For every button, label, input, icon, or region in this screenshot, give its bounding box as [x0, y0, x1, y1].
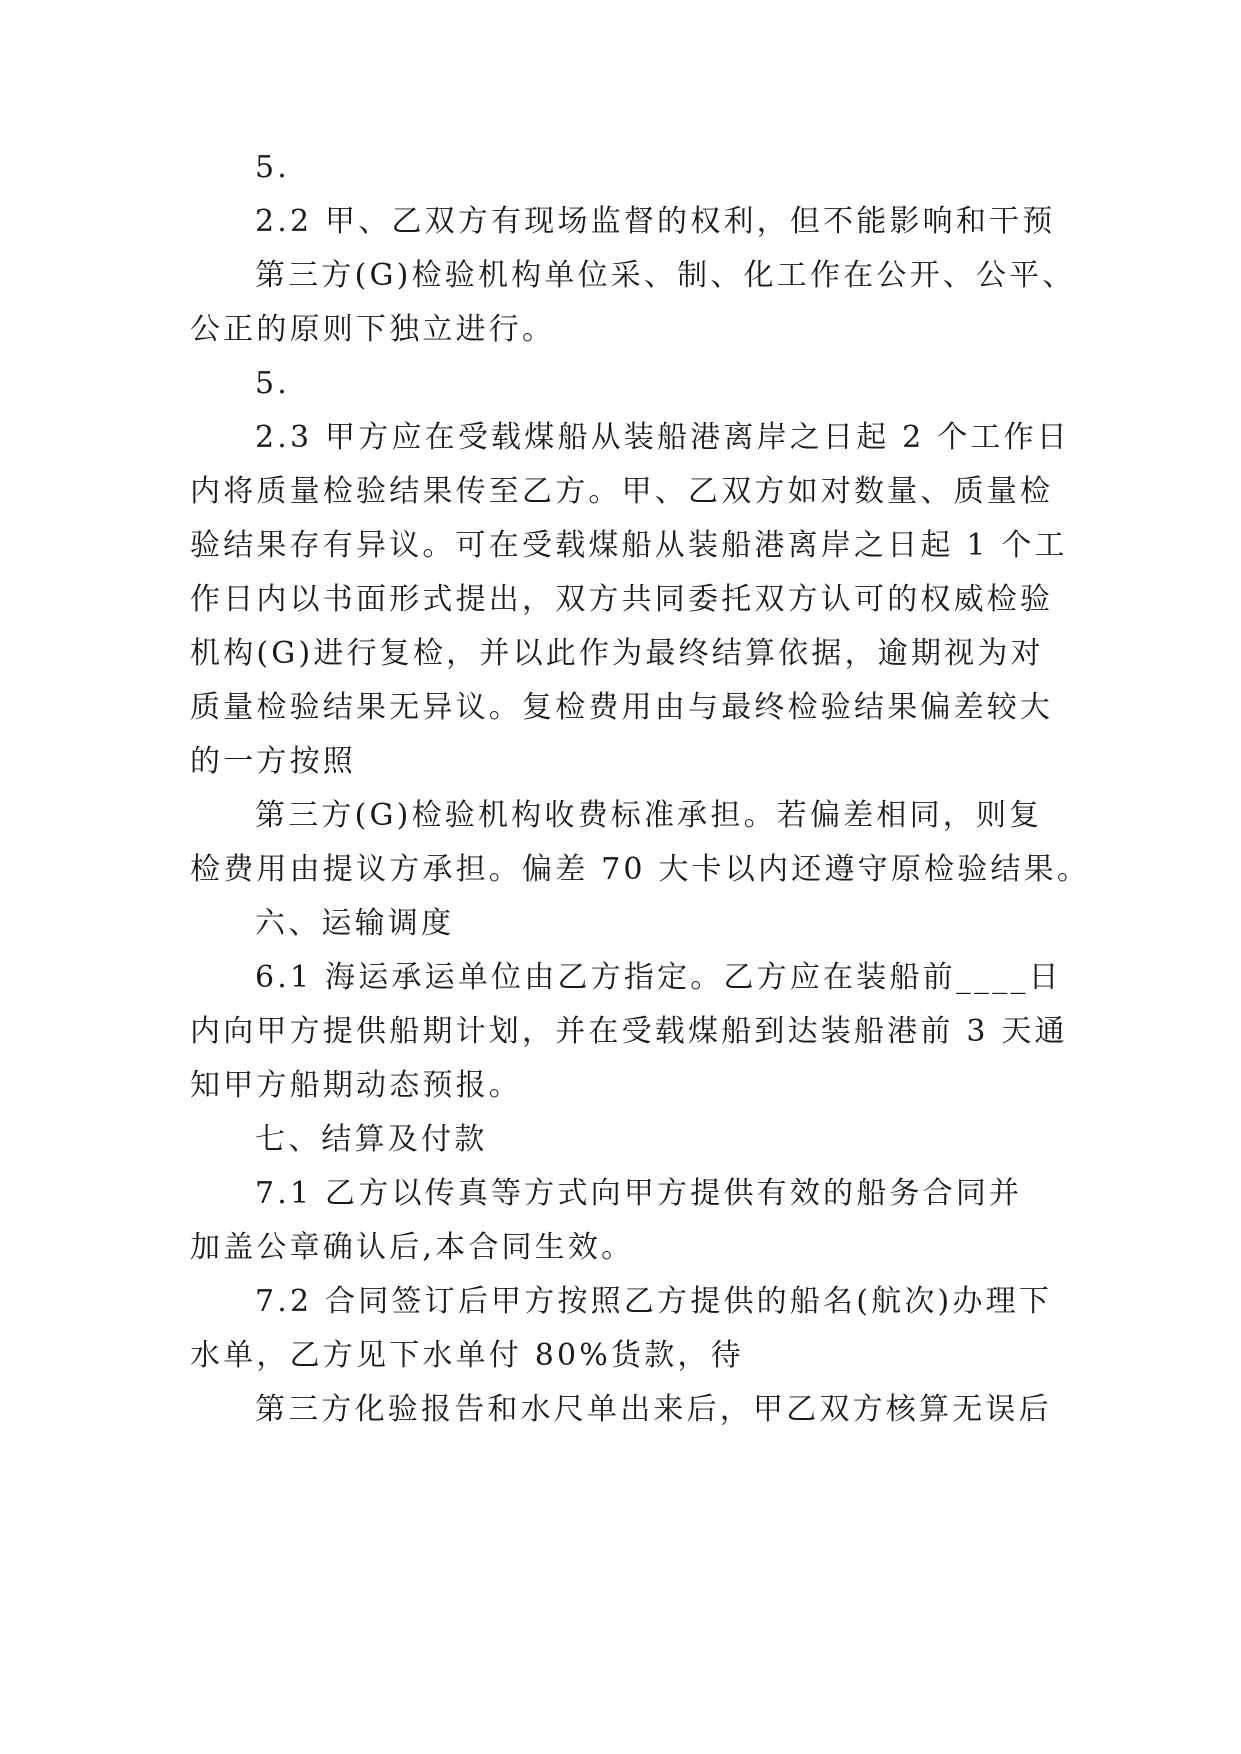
text-line: 5. [255, 366, 291, 401]
text-line: 内将质量检验结果传至乙方。甲、乙双方如对数量、质量检 [190, 474, 1054, 509]
text-line: 知甲方船期动态预报。 [190, 1068, 522, 1103]
text-line: 内向甲方提供船期计划，并在受载煤船到达装船港前 3 天通 [190, 1014, 1068, 1049]
text-line: 机构(G)进行复检，并以此作为最终结算依据，逾期视为对 [190, 636, 1044, 671]
text-line: 公正的原则下独立进行。 [190, 312, 556, 347]
text-line: 加盖公章确认后,本合同生效。 [190, 1230, 635, 1265]
text-line: 2.2 甲、乙双方有现场监督的权利，但不能影响和干预 [255, 204, 1056, 239]
text-line: 第三方(G)检验机构单位采、制、化工作在公开、公平、 [255, 258, 1076, 293]
text-line: 水单，乙方见下水单付 80%货款，待 [190, 1338, 744, 1373]
text-line: 验结果存有异议。可在受载煤船从装船港离岸之日起 1 个工 [190, 528, 1068, 563]
text-line: 第三方(G)检验机构收费标准承担。若偏差相同，则复 [255, 798, 1043, 833]
text-line: 作日内以书面形式提出，双方共同委托双方认可的权威检验 [190, 582, 1054, 617]
section-heading: 六、运输调度 [255, 906, 455, 941]
text-line: 2.3 甲方应在受载煤船从装船港离岸之日起 2 个工作日 [255, 420, 1071, 455]
text-line: 7.1 乙方以传真等方式向甲方提供有效的船务合同并 [255, 1176, 1023, 1211]
text-line: 的一方按照 [190, 744, 356, 779]
text-line: 第三方化验报告和水尺单出来后，甲乙双方核算无误后 [255, 1392, 1052, 1427]
section-heading: 七、结算及付款 [255, 1122, 488, 1157]
text-line: 质量检验结果无异议。复检费用由与最终检验结果偏差较大 [190, 690, 1054, 725]
text-line: 5. [255, 150, 291, 185]
text-line: 7.2 合同签订后甲方按照乙方提供的船名(航次)办理下 [255, 1284, 1053, 1319]
text-line: 检费用由提议方承担。偏差 70 大卡以内还遵守原检验结果。 [190, 852, 1091, 887]
text-line: 6.1 海运承运单位由乙方指定。乙方应在装船前____日 [255, 960, 1062, 995]
